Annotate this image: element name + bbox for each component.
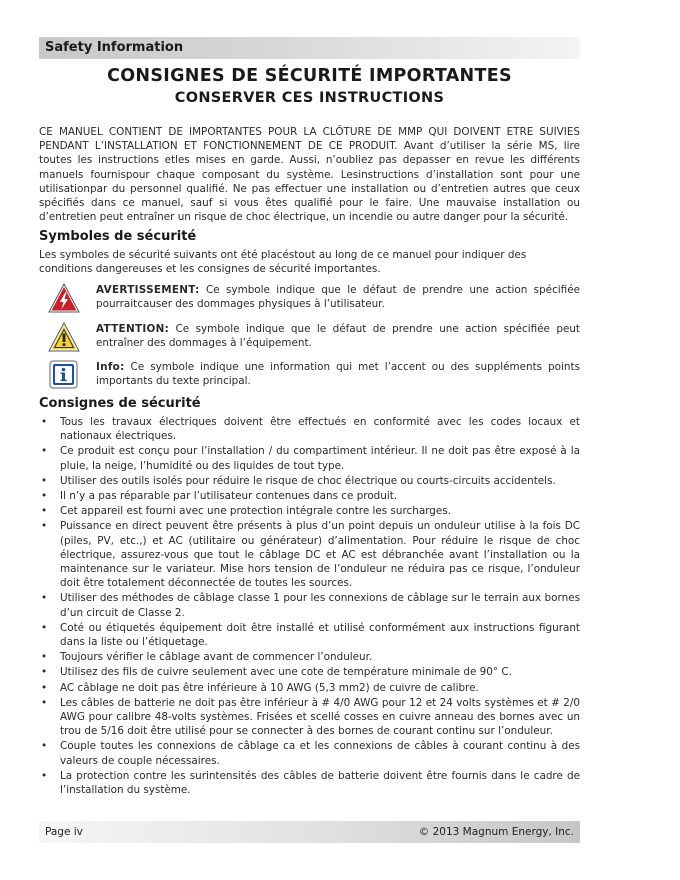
intro-paragraph: CE MANUEL CONTIENT DE IMPORTANTES POUR LA CLÔTURE DE MMP QUI DOIVENT ETRE SUIVIES PENDANT L’INSTALLATION ET FONCTIONNEMENT DE CE PRODUIT. Avant d’utiliser la série MS, lire toutes les instructions etles mises en garde. Aussi, n’oubliez pas depasser en revue les différents manuels fournispour chaque composant du système. Lesinstructions d’installation sont pour une utilisationpar du personnel qualifié. Ne pas effectuer une installation ou d’entretien autres que ceux spécifiés dans ce manuel, sauf si vous êtes qualifié pour le faire. Une mauvaise installation ou d’entretien peut entraîner un risque de choc électrique, un incendie ou autre danger pour la sécurité. [39,126,580,224]
list-item [39,681,580,695]
bullet-icon: • [41,740,48,753]
bullet-icon: • [41,474,48,487]
warning-label: AVERTISSEMENT: [96,284,200,296]
bullet-icon: • [41,681,48,694]
list-item-text: Les câbles de batterie ne doit pas être inférieur à # 4/0 AWG pour 12 et 24 volts systèmes et # 2/0 AWG pour calibre 48-volts systèmes. Frisées et scellé cosses en cuivre anneau des bornes avec un trou de 5/16 doit être utilisé pour se connecter à des bornes de courant continu sur l’onduleur. [60,696,580,738]
caution-icon [48,322,80,352]
page-subtitle: CONSERVER CES INSTRUCTIONS [174,90,445,106]
symbols-heading: Symboles de sécurité [39,229,197,244]
list-item [39,591,580,619]
info-icon [48,360,80,390]
list-item [39,444,580,472]
info-label: Info: [96,361,125,373]
list-item [39,504,580,518]
list-item-text: Utilisez des fils de cuivre seulement avec une cote de température minimale de 90° C. [60,666,512,679]
list-item [39,519,580,590]
list-item [39,474,580,488]
bullet-icon: • [41,445,48,458]
bullet-icon: • [41,490,48,503]
list-item-text: Puissance en direct peuvent être présents à plus d’un point depuis un onduleur utilise à la fois DC (piles, PV, etc.,) et AC (utilitaire ou générateur) d’alimentation. Pour réduire le risque de choc électrique, assurez-vous que tout le câblage DC et AC est débranchée avant l’installation ou la maintenance sur le variateur. Mise hors tension de l’onduleur ne réduira pas ce risque, l’onduleur doit être totalement déconnectée de toutes les sources. [60,520,580,590]
caution-text: Ce symbole indique que le défaut de prendre une action spécifiée peut entraîner des dommages à l’équipement. [96,323,580,350]
info-text: Ce symbole indique une information qui met l’accent ou des suppléments points importants du texte principal. [96,361,580,388]
list-item [39,415,580,443]
bullet-icon: • [41,696,48,709]
bullet-icon: • [41,621,48,634]
page-footer [39,821,580,843]
electrical-warning-icon [48,283,80,313]
list-item [39,489,580,503]
safety-heading: Consignes de sécurité [39,396,201,411]
list-item-text: AC câblage ne doit pas être inférieure à 10 AWG (5,3 mm2) de cuivre de calibre. [60,681,479,694]
bullet-icon: • [41,666,48,679]
page-number: Page iv [45,826,83,838]
list-item-text: Toujours vérifier le câblage avant de commencer l’onduleur. [60,651,373,664]
warning-description [96,283,580,311]
warning-symbol-row [48,283,580,315]
list-item [39,621,580,649]
bullet-icon: • [41,520,48,533]
caution-description [96,322,580,350]
list-item [39,739,580,767]
list-item-text: Coté ou étiquetés équipement doit être installé et utilisé conformément aux instructions figurant dans la liste ou l’étiquetage. [60,621,580,649]
list-item-text: Utiliser des méthodes de câblage classe 1 pour les connexions de câblage sur le terrain aux bornes d’un circuit de Classe 2. [60,592,580,619]
bullet-icon: • [41,505,48,518]
list-item-text: Couple toutes les connexions de câblage ca et les connexions de câbles à courant continu à des valeurs de couple nécessaires. [60,740,580,767]
warning-text: Ce symbole indique que le défaut de prendre une action spécifiée pourraitcauser des dommages physiques à l’utilisateur. [96,284,580,311]
symbols-intro-paragraph: Les symboles de sécurité suivants ont été placéstout au long de ce manuel pour indiquer des conditions dangereuses et les consignes de sécurité importantes. [39,249,527,276]
list-item-text: Utiliser des outils isolés pour réduire le risque de choc électrique ou courts-circuits accidentels. [60,474,556,487]
list-item [39,696,580,739]
bullet-icon: • [41,416,48,428]
section-header-bar [39,37,580,59]
bullet-icon: • [41,651,48,664]
list-item [39,769,580,797]
caution-symbol-row [48,322,580,354]
caution-label: ATTENTION: [96,323,170,335]
info-symbol-row [48,360,580,392]
list-item-text: Tous les travaux électriques doivent être effectués en conformité avec les codes locaux et nationaux électriques. [60,416,580,443]
copyright-notice: © 2013 Magnum Energy, Inc. [418,826,574,838]
list-item [39,665,580,679]
list-item-text: Ce produit est conçu pour l’installation / du compartiment intérieur. Il ne doit pas être exposé à la pluie, la neige, l’humidité ou des liquides de tout type. [60,445,580,472]
list-item [39,650,580,664]
info-description [96,360,580,388]
section-label: Safety Information [45,40,184,55]
list-item-text: Cet appareil est fourni avec une protection intégrale contre les surcharges. [60,505,452,518]
page-title: CONSIGNES DE SÉCURITÉ IMPORTANTES [107,66,512,86]
bullet-icon: • [41,769,48,782]
bullet-icon: • [41,592,48,605]
list-item-text: La protection contre les surintensités des câbles de batterie doivent être fournis dans le cadre de l’installation du système. [60,769,580,797]
list-item-text: Il n’y a pas réparable par l’utilisateur contenues dans ce produit. [60,490,398,503]
safety-list [39,415,580,798]
